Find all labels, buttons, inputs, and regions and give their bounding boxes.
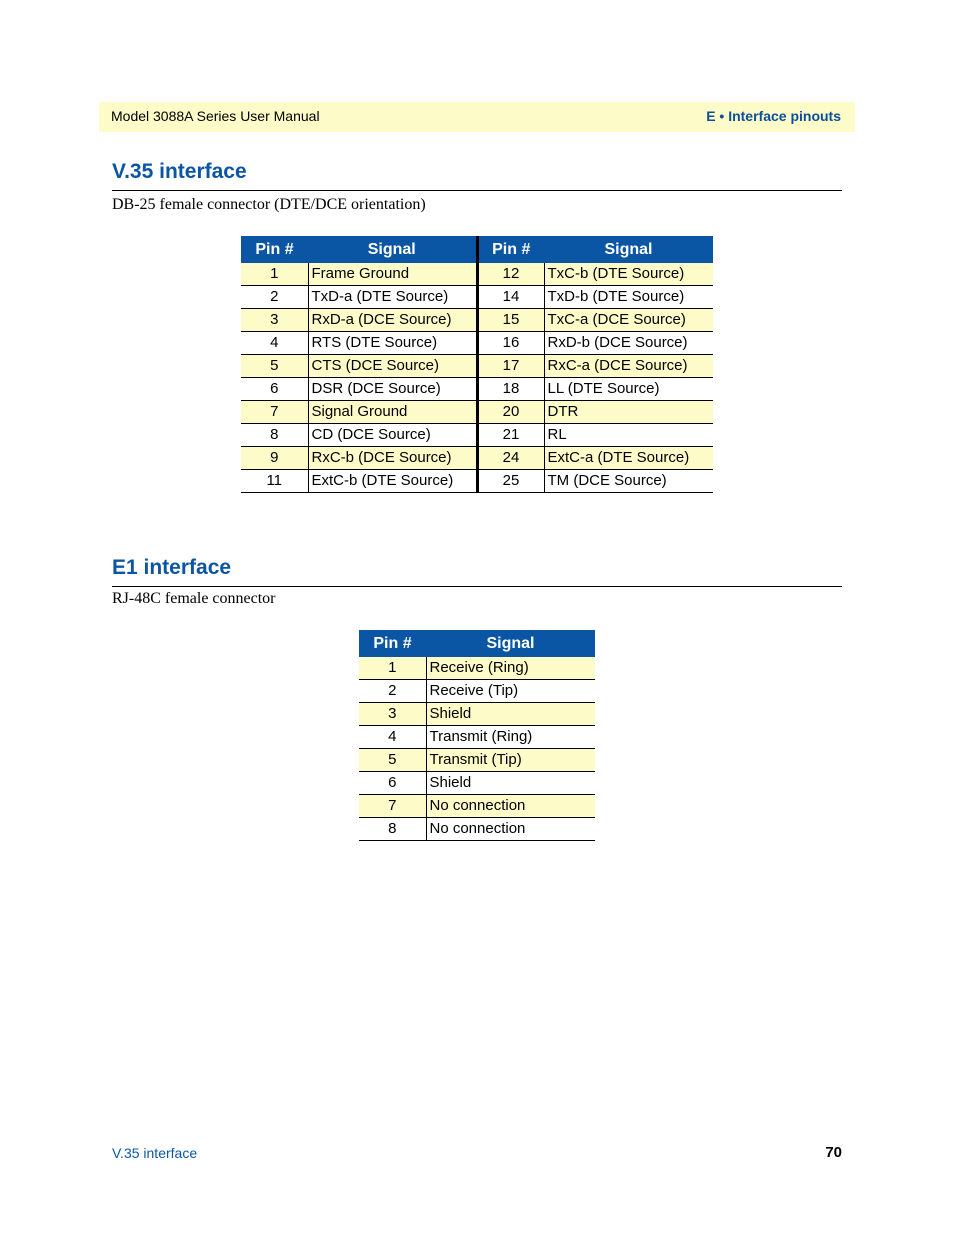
signal-cell: LL (DTE Source) xyxy=(544,378,713,401)
pin-cell: 16 xyxy=(477,332,544,355)
signal-cell: Transmit (Tip) xyxy=(426,749,595,772)
pin-cell: 4 xyxy=(241,332,308,355)
e1-divider xyxy=(112,586,842,587)
table-row xyxy=(359,703,595,726)
pin-cell: 14 xyxy=(477,286,544,309)
table-row xyxy=(241,378,713,401)
signal-cell: No connection xyxy=(426,818,595,841)
signal-cell: DTR xyxy=(544,401,713,424)
table-row xyxy=(359,795,595,818)
v35-pinout-table xyxy=(241,236,713,493)
e1-caption: RJ-48C female connector xyxy=(112,590,276,607)
pin-cell: 6 xyxy=(241,378,308,401)
table-row xyxy=(241,309,713,332)
table-row xyxy=(359,772,595,795)
table-row xyxy=(241,470,713,493)
signal-cell: Shield xyxy=(426,772,595,795)
signal-cell: Frame Ground xyxy=(308,263,477,286)
pin-cell: 15 xyxy=(477,309,544,332)
v35-section-title: V.35 interface xyxy=(112,160,247,183)
pin-cell: 3 xyxy=(359,703,426,726)
v35-divider xyxy=(112,190,842,191)
table-row xyxy=(241,332,713,355)
column-header-signal: Signal xyxy=(308,236,477,263)
pin-cell: 12 xyxy=(477,263,544,286)
pin-cell: 1 xyxy=(241,263,308,286)
signal-cell: TxC-b (DTE Source) xyxy=(544,263,713,286)
pin-cell: 1 xyxy=(359,657,426,680)
signal-cell: Receive (Ring) xyxy=(426,657,595,680)
pin-cell: 8 xyxy=(241,424,308,447)
table-row xyxy=(241,286,713,309)
column-header-pin: Pin # xyxy=(359,630,426,657)
table-row xyxy=(241,401,713,424)
chapter-section: E • Interface pinouts xyxy=(706,108,841,124)
running-header xyxy=(99,102,855,132)
v35-caption: DB-25 female connector (DTE/DCE orientation) xyxy=(112,196,426,213)
table-row xyxy=(241,447,713,470)
pin-cell: 7 xyxy=(359,795,426,818)
signal-cell: RTS (DTE Source) xyxy=(308,332,477,355)
v35-header-row xyxy=(241,236,713,263)
pin-cell: 17 xyxy=(477,355,544,378)
signal-cell: ExtC-b (DTE Source) xyxy=(308,470,477,493)
pin-cell: 6 xyxy=(359,772,426,795)
manual-title: Model 3088A Series User Manual xyxy=(111,108,320,124)
table-row xyxy=(359,749,595,772)
column-header-signal: Signal xyxy=(426,630,595,657)
signal-cell: RxC-b (DCE Source) xyxy=(308,447,477,470)
pin-cell: 9 xyxy=(241,447,308,470)
e1-header-row xyxy=(359,630,595,657)
pin-cell: 24 xyxy=(477,447,544,470)
pin-cell: 4 xyxy=(359,726,426,749)
column-header-pin: Pin # xyxy=(477,236,544,263)
pin-cell: 18 xyxy=(477,378,544,401)
signal-cell: Transmit (Ring) xyxy=(426,726,595,749)
column-header-pin: Pin # xyxy=(241,236,308,263)
signal-cell: TxD-b (DTE Source) xyxy=(544,286,713,309)
signal-cell: ExtC-a (DTE Source) xyxy=(544,447,713,470)
pin-cell: 2 xyxy=(241,286,308,309)
signal-cell: CTS (DCE Source) xyxy=(308,355,477,378)
signal-cell: RxC-a (DCE Source) xyxy=(544,355,713,378)
signal-cell: No connection xyxy=(426,795,595,818)
page-number: 70 xyxy=(825,1144,842,1161)
signal-cell: TM (DCE Source) xyxy=(544,470,713,493)
signal-cell: RxD-a (DCE Source) xyxy=(308,309,477,332)
signal-cell: Shield xyxy=(426,703,595,726)
column-header-signal: Signal xyxy=(544,236,713,263)
pin-cell: 11 xyxy=(241,470,308,493)
pin-cell: 21 xyxy=(477,424,544,447)
pin-cell: 3 xyxy=(241,309,308,332)
signal-cell: RL xyxy=(544,424,713,447)
signal-cell: CD (DCE Source) xyxy=(308,424,477,447)
table-row xyxy=(359,726,595,749)
pin-cell: 25 xyxy=(477,470,544,493)
table-row xyxy=(241,263,713,286)
table-row xyxy=(359,818,595,841)
pin-cell: 8 xyxy=(359,818,426,841)
e1-pinout-table xyxy=(359,630,595,841)
signal-cell: Signal Ground xyxy=(308,401,477,424)
signal-cell: RxD-b (DCE Source) xyxy=(544,332,713,355)
table-row xyxy=(241,424,713,447)
pin-cell: 2 xyxy=(359,680,426,703)
signal-cell: DSR (DCE Source) xyxy=(308,378,477,401)
e1-section-title: E1 interface xyxy=(112,556,232,579)
signal-cell: Receive (Tip) xyxy=(426,680,595,703)
pin-cell: 7 xyxy=(241,401,308,424)
signal-cell: TxC-a (DCE Source) xyxy=(544,309,713,332)
table-row xyxy=(359,657,595,680)
table-row xyxy=(359,680,595,703)
footer-section-name: V.35 interface xyxy=(112,1145,198,1161)
pin-cell: 20 xyxy=(477,401,544,424)
pin-cell: 5 xyxy=(241,355,308,378)
signal-cell: TxD-a (DTE Source) xyxy=(308,286,477,309)
table-row xyxy=(241,355,713,378)
pin-cell: 5 xyxy=(359,749,426,772)
